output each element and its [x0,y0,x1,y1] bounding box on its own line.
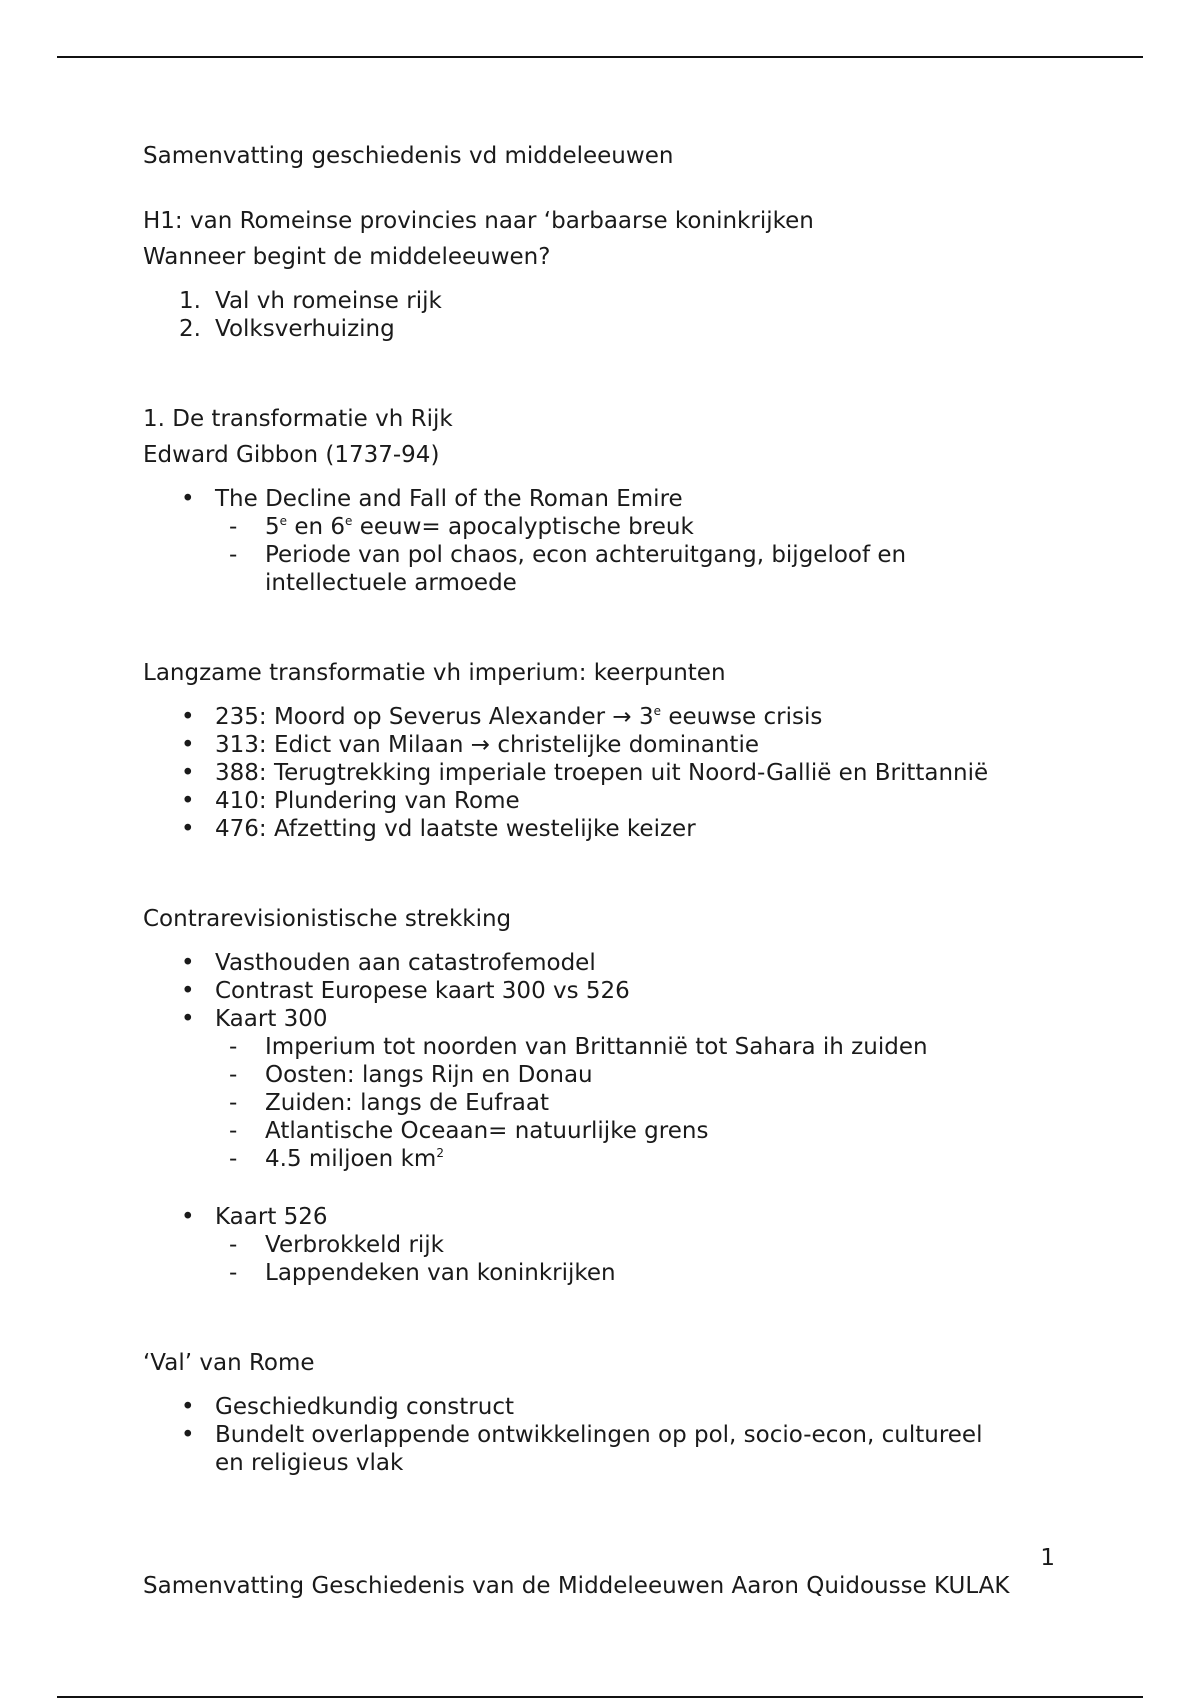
dash-icon: - [229,1146,238,1172]
bullet-icon: • [181,732,195,758]
section-heading: Langzame transformatie vh imperium: keerpunten [143,660,726,686]
dash-icon: - [229,1118,238,1144]
arrow-right-icon: → [470,732,491,758]
bullet-icon: • [181,486,195,512]
bullet-icon: • [181,1422,195,1448]
arrow-right-icon: → [612,704,632,730]
start-question: Wanneer begint de middeleeuwen? [143,244,551,270]
dash-icon: - [229,1260,238,1286]
footer-rule [57,1696,1143,1698]
chapter-heading: H1: van Romeinse provincies naar ‘barbaarse koninkrijken [143,208,814,234]
bullet-icon: • [181,788,195,814]
dash-icon: - [229,1090,238,1116]
bullet-icon: • [181,816,195,842]
dash-icon: - [229,514,238,540]
dash-icon: - [229,1232,238,1258]
author-line: Edward Gibbon (1737-94) [143,442,440,468]
bullet-icon: • [181,950,195,976]
section-heading: ‘Val’ van Rome [143,1350,315,1376]
header-rule [57,56,1143,58]
page-number: 1 [1040,1545,1055,1571]
bullet-icon: • [181,1006,195,1032]
dash-icon: - [229,1062,238,1088]
dash-icon: - [229,1034,238,1060]
bullet-icon: • [181,1204,195,1230]
page-footer: Samenvatting Geschiedenis van de Middeleeuwen Aaron Quidousse KULAK [143,1573,1010,1599]
section-heading: Contrarevisionistische strekking [143,906,512,932]
document-title: Samenvatting geschiedenis vd middeleeuwen [143,143,674,169]
section-heading: 1. De transformatie vh Rijk [143,406,453,432]
bullet-icon: • [181,704,195,730]
bullet-icon: • [181,760,195,786]
bullet-icon: • [181,978,195,1004]
bullet-icon: • [181,1394,195,1420]
dash-icon: - [229,542,238,568]
